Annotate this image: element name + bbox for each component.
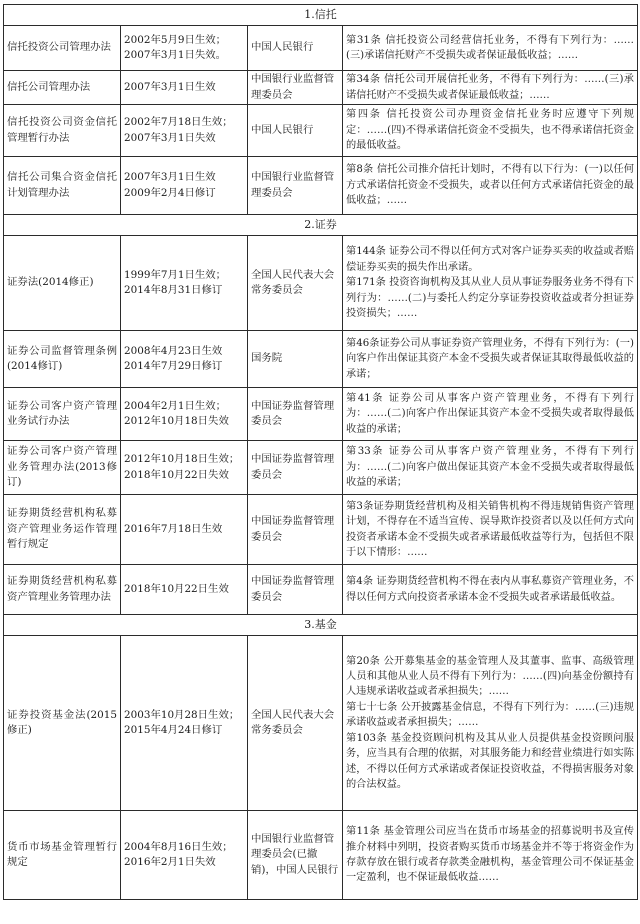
date-line: 2018年10月22日生效 — [124, 582, 229, 595]
provision-paragraph: 第8条 信托公司推介信托计划时，不得有以下行为：(一)以任何方式承诺信托资金不受损失，或者以任何方式承诺信托资金的最低收益；…… — [346, 164, 634, 207]
provision-paragraph: 第33条 证券公司从事客户资产管理业务，不得有下列行为：……(二)向客户做出保证其资产本金不受损失或者取得最低收益的承诺； — [346, 446, 634, 489]
provision-paragraph: 第171条 投资咨询机构及其从业人员从事证券服务业务不得有下列行为：……(二)与委托人约定分享证券投资收益或者分担证券投资损失；…… — [346, 277, 634, 320]
provision-text — [343, 495, 638, 565]
effective-dates — [121, 331, 248, 388]
section-title: 2.证券 — [4, 215, 638, 236]
date-line: 1999年7月1日生效； — [124, 268, 227, 281]
provision-paragraph: 第34条 信托公司开展信托业务，不得有下列行为：……(三)承诺信托财产不受损失或者保证最低收益；…… — [346, 74, 634, 101]
provision-paragraph: 第46条证券公司从事证券资产管理业务，不得有下列行为：(一)向客户作出保证其资产本金不受损失或者保证其取得最低收益的承诺； — [346, 337, 634, 380]
table-row — [4, 495, 638, 565]
date-line: 2002年5月9日生效； — [124, 33, 227, 46]
table-row — [4, 236, 638, 331]
effective-dates — [121, 157, 248, 215]
issuing-authority: 中国证券监督管理委员会 — [248, 441, 343, 495]
regulation-title: 证券公司客户资产管理业务管理办法(2013修订) — [4, 441, 121, 495]
provision-paragraph: 第20条 公开募集基金的基金管理人及其董事、监事、高级管理人员和其他从业人员不得有下列行为：……(四)向基金份额持有人违规承诺收益或者承担损失；…… — [346, 655, 634, 698]
date-line: 2009年2月4日修订 — [124, 186, 216, 199]
issuing-authority: 中国证券监督管理委员会 — [248, 388, 343, 441]
regulation-table — [3, 4, 638, 900]
table-row — [4, 105, 638, 157]
date-line: 2014年7月29日修订 — [124, 360, 223, 372]
provision-text — [343, 441, 638, 495]
issuing-authority: 中国银行业监督管理委员会 — [248, 71, 343, 105]
table-row — [4, 441, 638, 495]
effective-dates — [121, 71, 248, 105]
issuing-authority: 中国银行业监督管理委员会(已撤销)，中国人民银行 — [248, 811, 343, 900]
provision-paragraph: 第31条 信托投资公司经营信托业务，不得有下列行为：……(三)承诺信托财产不受损失或者保证最低收益；…… — [346, 34, 634, 61]
date-line: 2007年3月1日失效。 — [124, 49, 227, 61]
date-line: 2007年3月1日生效 — [124, 80, 216, 93]
provision-text — [343, 105, 638, 157]
date-line: 2004年8月16日生效； — [124, 840, 233, 853]
section-header-row — [4, 215, 638, 236]
section-header-row — [4, 615, 638, 636]
provision-paragraph: 第四条 信托投资公司办理资金信托业务时应遵守下列规定：……(四)不得承诺信托资金不受损失，也不得承诺信托资金的最低收益。 — [346, 109, 634, 152]
effective-dates — [121, 495, 248, 565]
regulation-title: 证券公司客户资产管理业务试行办法 — [4, 388, 121, 441]
regulation-title: 信托投资公司管理办法 — [4, 26, 121, 71]
table-row — [4, 811, 638, 900]
table-row — [4, 636, 638, 811]
provision-text — [343, 565, 638, 615]
provision-text — [343, 71, 638, 105]
issuing-authority: 中国人民银行 — [248, 105, 343, 157]
issuing-authority: 全国人民代表大会常务委员会 — [248, 636, 343, 811]
regulation-title: 证券公司监督管理条例(2014修订) — [4, 331, 121, 388]
section-header-row — [4, 5, 638, 26]
effective-dates — [121, 26, 248, 71]
effective-dates — [121, 636, 248, 811]
section-title: 1.信托 — [4, 5, 638, 26]
table-row — [4, 71, 638, 105]
date-line: 2012年10月18日失效 — [124, 415, 229, 427]
date-line: 2012年10月18日生效； — [124, 453, 240, 466]
provision-paragraph: 第103条 基金投资顾问机构及其从业人员提供基金投资顾问服务，应当具有合理的依据，对其服务能力和经营业绩进行如实陈述，不得以任何方式承诺或者保证投资收益，不得损害服务对象的合法权益。 — [346, 732, 634, 790]
regulation-title: 信托公司集合资金信托计划管理办法 — [4, 157, 121, 215]
date-line: 2003年10月28日生效； — [124, 708, 240, 721]
issuing-authority: 中国证券监督管理委员会 — [248, 565, 343, 615]
regulation-title: 货币市场基金管理暂行规定 — [4, 811, 121, 900]
table-row — [4, 157, 638, 215]
regulation-table-body — [4, 5, 638, 900]
date-line: 2014年8月31日修订 — [124, 284, 223, 296]
provision-paragraph: 第3条证券期货经营机构及相关销售机构不得违规销售资产管理计划，不得存在不适当宣传、误导欺诈投资者以及以任何方式向投资者承诺本金不受损失或者承诺最低收益等行为，包括但不限于以下情形：…… — [346, 500, 634, 558]
issuing-authority: 中国银行业监督管理委员会 — [248, 157, 343, 215]
provision-text — [343, 331, 638, 388]
effective-dates — [121, 236, 248, 331]
date-line: 2007年3月1日失效 — [124, 131, 216, 144]
table-row — [4, 331, 638, 388]
section-title: 3.基金 — [4, 615, 638, 636]
provision-text — [343, 811, 638, 900]
regulation-title: 证券期货经营机构私募资产管理业务运作管理暂行规定 — [4, 495, 121, 565]
date-line: 2002年7月18日生效； — [124, 116, 233, 129]
effective-dates — [121, 441, 248, 495]
date-line: 2004年2月1日生效； — [124, 399, 227, 412]
issuing-authority: 中国证券监督管理委员会 — [248, 495, 343, 565]
effective-dates — [121, 811, 248, 900]
regulation-title: 信托投资公司资金信托管理暂行办法 — [4, 105, 121, 157]
issuing-authority: 全国人民代表大会常务委员会 — [248, 236, 343, 331]
date-line: 2015年4月24日修订 — [124, 724, 223, 736]
table-row — [4, 565, 638, 615]
date-line: 2016年7月18日生效 — [124, 522, 223, 535]
provision-paragraph: 第4条 证券期货经营机构不得在表内从事私募资产管理业务，不得以任何方式向投资者承诺本金不受损失或者承诺最低收益。 — [346, 576, 634, 603]
provision-text — [343, 157, 638, 215]
date-line: 2018年10月22日失效 — [124, 468, 229, 481]
effective-dates — [121, 105, 248, 157]
date-line: 2016年2月1日失效 — [124, 856, 216, 868]
provision-text — [343, 388, 638, 441]
provision-text — [343, 636, 638, 811]
effective-dates — [121, 565, 248, 615]
table-row — [4, 388, 638, 441]
table-row — [4, 26, 638, 71]
provision-text — [343, 26, 638, 71]
regulation-title: 证券期货经营机构私募资产管理业务管理办法 — [4, 565, 121, 615]
provision-paragraph: 第11条 基金管理公司应当在货币市场基金的招募说明书及宣传推介材料中列明，投资者购买货币市场基金并不等于将资金作为存款存放在银行或者存款类金融机构，基金管理公司不保证基金一定盈利，也不保证最低收益…… — [346, 826, 634, 884]
date-line: 2007年3月1日生效 — [124, 171, 216, 184]
provision-paragraph: 第144条 证券公司不得以任何方式对客户证券买卖的收益或者赔偿证券买卖的损失作出承诺。 — [346, 246, 634, 273]
regulation-title: 证券投资基金法(2015修正) — [4, 636, 121, 811]
regulation-title: 证券法(2014修正) — [4, 236, 121, 331]
date-line: 2008年4月23日生效 — [124, 344, 223, 357]
provision-paragraph: 第七十七条 公开披露基金信息，不得有下列行为：……(三)违规承诺收益或者承担损失；…… — [346, 701, 634, 729]
provision-text — [343, 236, 638, 331]
issuing-authority: 国务院 — [248, 331, 343, 388]
regulation-title: 信托公司管理办法 — [4, 71, 121, 105]
effective-dates — [121, 388, 248, 441]
provision-paragraph: 第41条 证券公司从事客户资产管理业务，不得有下列行为：……(二)向客户作出保证其资产本金不受损失或者取得最低收益的承诺； — [346, 392, 634, 435]
issuing-authority: 中国人民银行 — [248, 26, 343, 71]
